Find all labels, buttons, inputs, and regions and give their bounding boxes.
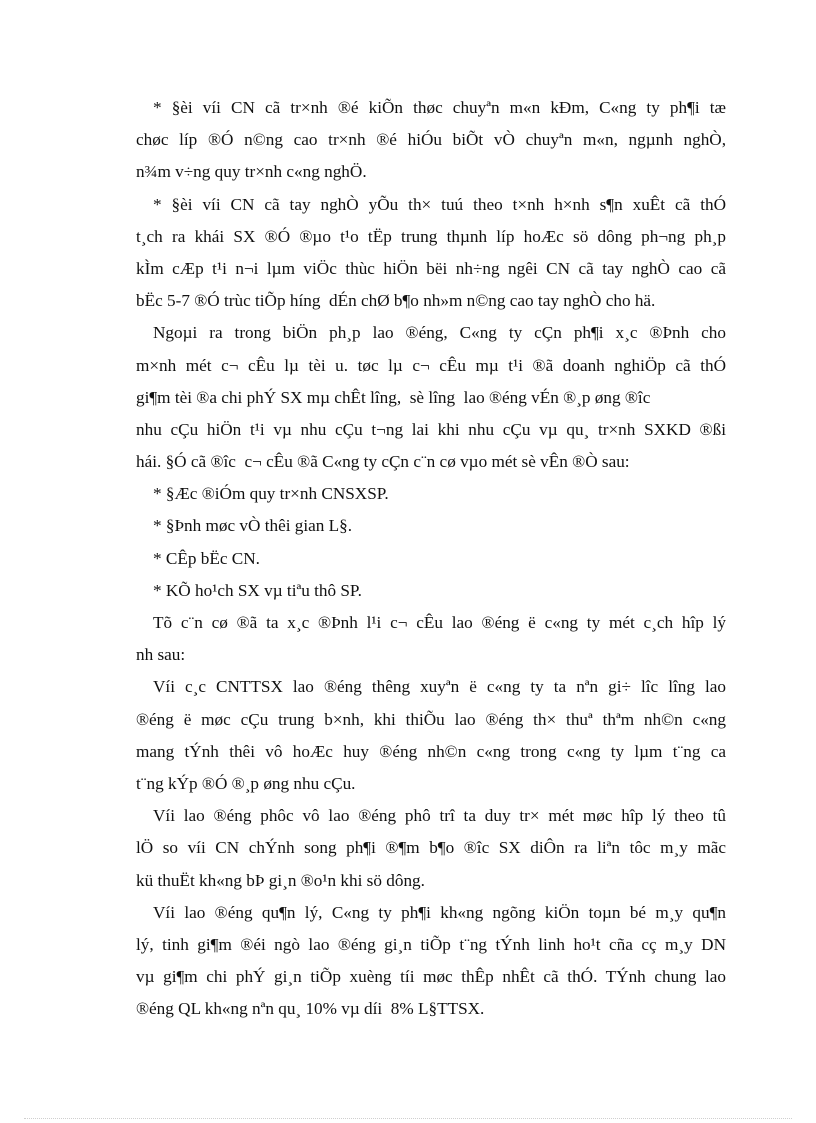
paragraph-line: hái. §Ó cã ®îc c¬ cÊu ®ã C«ng ty cÇn c¨n cø vµo mét sè vÊn ®Ò sau: bbox=[136, 452, 630, 472]
paragraph-line: mang tÝnh thêi vô hoÆc huy ®éng nh©n c«ng trong c«ng ty lµm t¨ng ca bbox=[136, 741, 726, 761]
paragraph-line: nhu cÇu hiÖn t¹i vµ nhu cÇu t¬ng lai khi nhu cÇu vµ qu¸ tr×nh SXKD ®ßi bbox=[136, 419, 726, 439]
page-bottom-divider bbox=[24, 1118, 792, 1119]
paragraph-line: lÖ so víi CN chÝnh song ph¶i ®¶m b¶o ®îc SX diÔn ra liªn tôc m¸y mãc bbox=[136, 838, 726, 858]
paragraph-line: gi¶m tèi ®a chi phÝ SX mµ chÊt lîng, sè lîng lao ®éng vÉn ®¸p øng ®îc bbox=[136, 387, 651, 407]
paragraph-line: Ngoµi ra trong biÖn ph¸p lao ®éng, C«ng ty cÇn ph¶i x¸c ®Þnh cho bbox=[153, 323, 726, 343]
paragraph-line: * §èi víi CN cã tr×nh ®é kiÕn thøc chuyªn m«n kÐm, C«ng ty ph¶i tæ bbox=[153, 98, 726, 117]
paragraph-line: vµ gi¶m chi phÝ gi¸n tiÕp xuèng tíi møc thÊp nhÊt cã thÓ. TÝnh chung lao bbox=[136, 967, 726, 987]
paragraph-line: nh sau: bbox=[136, 645, 186, 665]
paragraph-line: Víi c¸c CNTTSX lao ®éng thêng xuyªn ë c«ng ty ta nªn gi÷ lîc lîng lao bbox=[153, 677, 726, 697]
paragraph-line: ®éng ë møc cÇu trung b×nh, khi thiÕu lao ®éng th× thuª thªm nh©n c«ng bbox=[136, 709, 726, 729]
paragraph-line: lý, tinh gi¶m ®éi ngò lao ®éng gi¸n tiÕp t¨ng tÝnh linh ho¹t cña cç m¸y DN bbox=[136, 934, 726, 954]
paragraph-line: kü thuËt kh«ng bÞ gi¸n ®o¹n khi sö dông. bbox=[136, 870, 425, 890]
paragraph-line: ®éng QL kh«ng nªn qu¸ 10% vµ díi 8% L§TTSX. bbox=[136, 999, 485, 1019]
paragraph-line: chøc líp ®Ó n©ng cao tr×nh ®é hiÓu biÕt vÒ chuyªn m«n, ngµnh nghÒ, bbox=[136, 130, 726, 150]
paragraph-line: Víi lao ®éng qu¶n lý, C«ng ty ph¶i kh«ng ngõng kiÖn toµn bé m¸y qu¶n bbox=[153, 902, 726, 922]
paragraph-line: n¾m v÷ng quy tr×nh c«ng nghÖ. bbox=[136, 162, 367, 182]
paragraph-line: t¸ch ra khái SX ®Ó ®µo t¹o tËp trung thµnh líp hoÆc sö dông ph¬ng ph¸p bbox=[136, 226, 726, 246]
paragraph-line: bËc 5-7 ®Ó trùc tiÕp híng dÉn chØ b¶o nh»m n©ng cao tay nghÒ cho hä. bbox=[136, 291, 656, 311]
list-item: * KÕ ho¹ch SX vµ tiªu thô SP. bbox=[153, 580, 362, 600]
list-item: * CÊp bËc CN. bbox=[153, 548, 260, 568]
list-item: * §Æc ®iÓm quy tr×nh CNSXSP. bbox=[153, 484, 389, 504]
list-item: * §Þnh møc vÒ thêi gian L§. bbox=[153, 516, 353, 536]
paragraph-line: Víi lao ®éng phôc vô lao ®éng phô trî ta duy tr× mét møc hîp lý theo tû bbox=[153, 806, 726, 826]
paragraph-line: kÌm cÆp t¹i n¬i lµm viÖc thùc hiÖn bëi nh÷ng ngêi CN cã tay nghÒ cao cã bbox=[136, 258, 726, 278]
body-text bbox=[136, 92, 726, 1025]
paragraph-line: t¨ng kÝp ®Ó ®¸p øng nhu cÇu. bbox=[136, 773, 356, 793]
paragraph-line: m×nh mét c¬ cÊu lµ tèi u. tøc lµ c¬ cÊu mµ t¹i ®ã doanh nghiÖp cã thÓ bbox=[136, 355, 726, 375]
paragraph-line: Tõ c¨n cø ®ã ta x¸c ®Þnh l¹i c¬ cÊu lao ®éng ë c«ng ty mét c¸ch hîp lý bbox=[153, 613, 726, 632]
paragraph-line: * §èi víi CN cã tay nghÒ yÕu th× tuú theo t×nh h×nh s¶n xuÊt cã thÓ bbox=[153, 194, 726, 214]
